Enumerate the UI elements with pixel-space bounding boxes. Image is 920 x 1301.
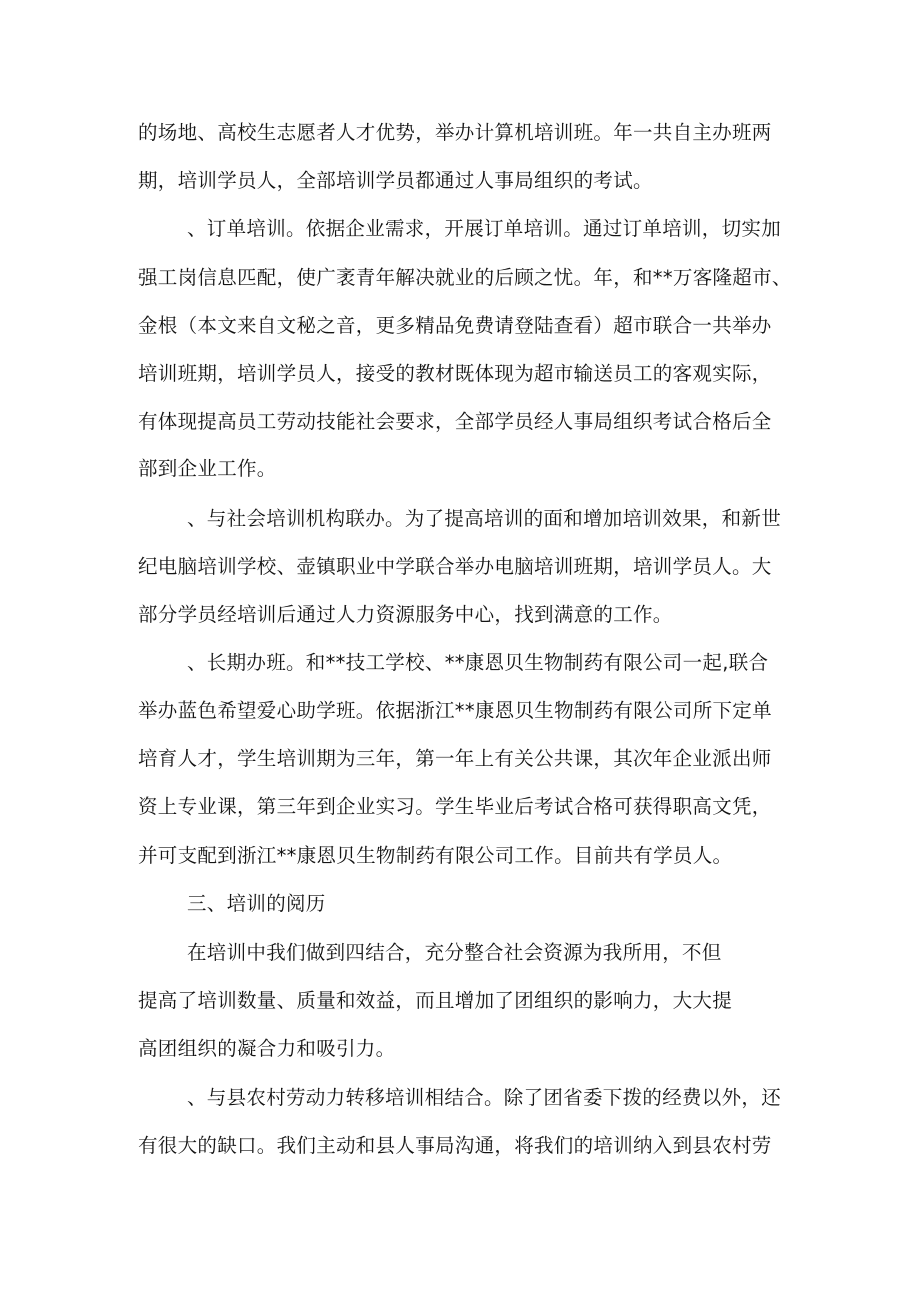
- section-heading: 三、培训的阅历: [187, 892, 326, 915]
- text-line: 提高了培训数量、质量和效益，而且增加了团组织的影响力，大大提: [138, 989, 733, 1012]
- text-line: 、与社会培训机构联办。为了提高培训的面和增加培训效果，和新世: [187, 507, 782, 530]
- text-line: 金根（本文来自文秘之音，更多精品免费请登陆查看）超市联合一共举办: [138, 314, 772, 337]
- text-line: 在培训中我们做到四结合，充分整合社会资源为我所用，不但: [187, 941, 722, 964]
- text-line: 培训班期，培训学员人，接受的教材既体现为超市输送员工的客观实际，: [138, 362, 772, 385]
- text-line: 、长期办班。和**技工学校、**康恩贝生物制药有限公司一起,联合: [187, 651, 769, 674]
- text-line: 举办蓝色希望爱心助学班。依据浙江**康恩贝生物制药有限公司所下定单: [138, 699, 772, 722]
- text-line: 有体现提高员工劳动技能社会要求，全部学员经人事局组织考试合格后全: [138, 410, 772, 433]
- text-line: 部分学员经培训后通过人力资源服务中心，找到满意的工作。: [138, 603, 673, 626]
- text-line: 培育人才，学生培训期为三年，第一年上有关公共课，其次年企业派出师: [138, 747, 772, 770]
- text-line: 、与县农村劳动力转移培训相结合。除了团省委下拨的经费以外，还: [187, 1086, 782, 1109]
- text-line: 纪电脑培训学校、壶镇职业中学联合举办电脑培训班期，培训学员人。大: [138, 555, 772, 578]
- text-line: 高团组织的凝合力和吸引力。: [138, 1037, 396, 1060]
- text-line: 有很大的缺口。我们主动和县人事局沟通，将我们的培训纳入到县农村劳: [138, 1134, 772, 1157]
- text-line: 的场地、高校生志愿者人才优势，举办计算机培训班。年一共自主办班两: [138, 121, 772, 144]
- text-line: 并可支配到浙江**康恩贝生物制药有限公司工作。目前共有学员人。: [138, 844, 733, 867]
- text-line: 资上专业课，第三年到企业实习。学生毕业后考试合格可获得职高文凭，: [138, 795, 772, 818]
- text-line: 部到企业工作。: [138, 457, 277, 480]
- text-line: 强工岗信息匹配，使广袤青年解决就业的后顾之忧。年，和**万客隆超市、: [138, 266, 792, 289]
- text-line: 期，培训学员人，全部培训学员都通过人事局组织的考试。: [138, 169, 653, 192]
- text-line: 、订单培训。依据企业需求，开展订单培训。通过订单培训，切实加: [187, 217, 782, 240]
